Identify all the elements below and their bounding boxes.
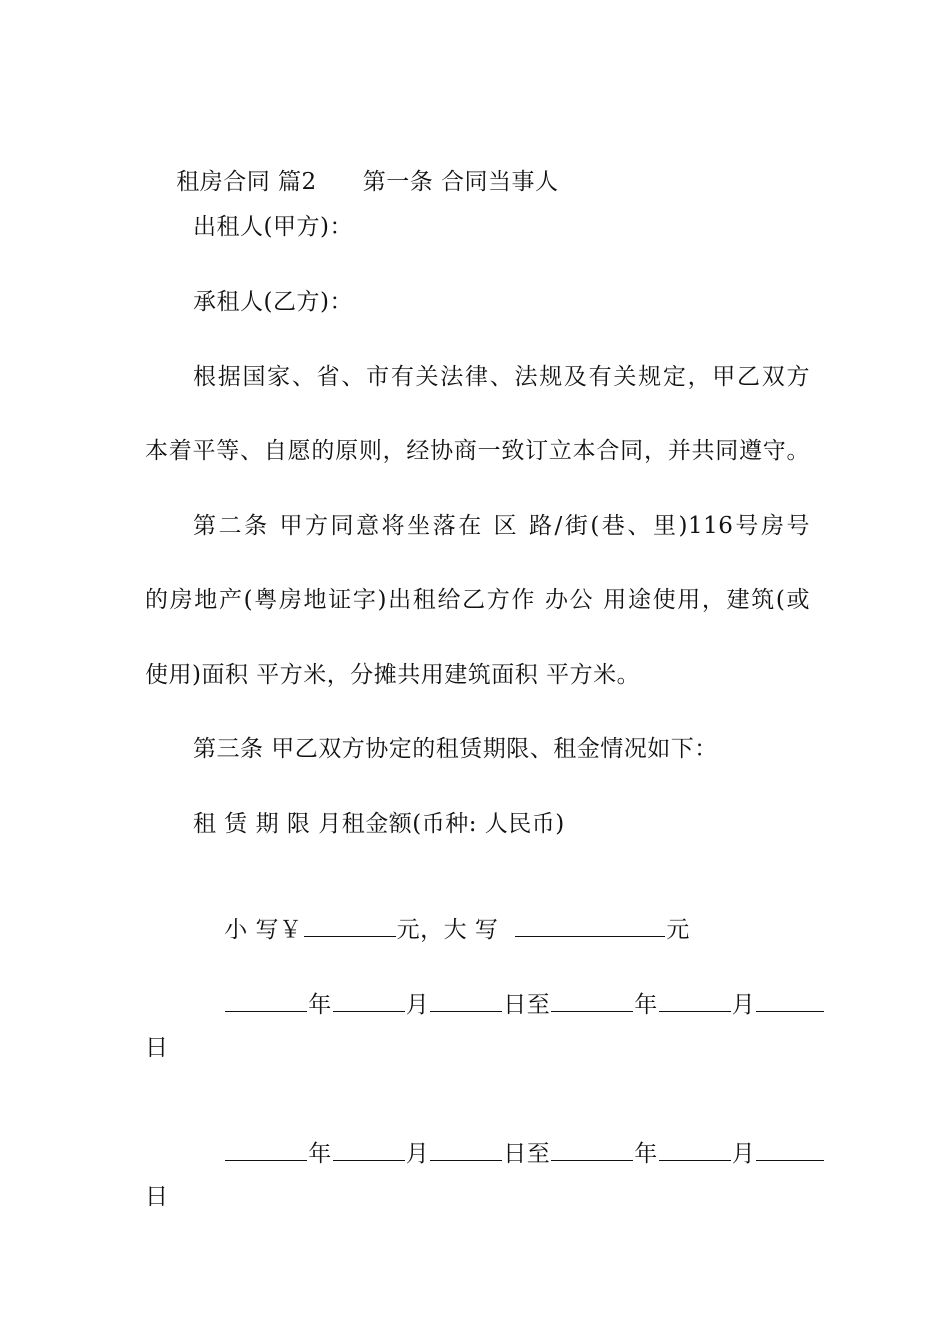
month-label: 月	[405, 992, 430, 1018]
month-label: 月	[731, 1141, 756, 1167]
year-label: 年	[308, 1141, 332, 1167]
year-label: 年	[308, 992, 332, 1018]
amount-big-blank[interactable]	[515, 914, 665, 937]
start-year-blank[interactable]	[225, 989, 307, 1012]
article1-title: 第一条 合同当事人	[362, 169, 559, 195]
end-day-blank[interactable]	[756, 1138, 824, 1161]
day-label-line-1: 日	[145, 1035, 169, 1061]
lessee-line: 承租人(乙方)：	[193, 289, 353, 315]
document-title: 租房合同 篇2	[176, 169, 317, 195]
end-year-blank[interactable]	[551, 989, 633, 1012]
amount-yuan: 元，	[396, 917, 444, 943]
year-label: 年	[634, 1141, 658, 1167]
start-day-blank[interactable]	[430, 1138, 502, 1161]
article2-line-3: 使用)面积 平方米，分摊共用建筑面积 平方米。	[145, 662, 641, 688]
day-label-line-2: 日	[145, 1184, 169, 1210]
amount-small-label: 小 写￥	[224, 917, 303, 943]
month-label: 月	[405, 1141, 430, 1167]
start-year-blank[interactable]	[225, 1138, 307, 1161]
start-day-blank[interactable]	[430, 989, 502, 1012]
start-month-blank[interactable]	[333, 989, 405, 1012]
year-label: 年	[634, 992, 658, 1018]
preamble-line-1: 根据国家、省、市有关法律、法规及有关规定，甲乙双方	[193, 364, 810, 390]
table-header-line: 租 赁 期 限 月租金额(币种: 人民币)	[193, 811, 565, 837]
amount-yuan-end: 元	[666, 917, 690, 943]
end-month-blank[interactable]	[659, 989, 731, 1012]
end-month-blank[interactable]	[659, 1138, 731, 1161]
amount-big-label: 大 写	[443, 917, 499, 943]
amount-small-blank[interactable]	[304, 914, 396, 937]
day-to-label: 日至	[503, 1141, 551, 1167]
month-label: 月	[731, 992, 756, 1018]
preamble-line-2: 本着平等、自愿的原则，经协商一致订立本合同，并共同遵守。	[145, 438, 810, 464]
start-month-blank[interactable]	[333, 1138, 405, 1161]
end-day-blank[interactable]	[756, 989, 824, 1012]
article2-line-1: 第二条 甲方同意将坐落在 区 路/街(巷、里)116号房号	[193, 513, 810, 539]
lessor-line: 出租人(甲方)：	[193, 214, 353, 240]
article2-line-2: 的房地产(粤房地证字)出租给乙方作 办公 用途使用，建筑(或	[145, 587, 810, 613]
article3-line: 第三条 甲乙双方协定的租赁期限、租金情况如下：	[193, 736, 718, 762]
day-to-label: 日至	[503, 992, 551, 1018]
end-year-blank[interactable]	[551, 1138, 633, 1161]
